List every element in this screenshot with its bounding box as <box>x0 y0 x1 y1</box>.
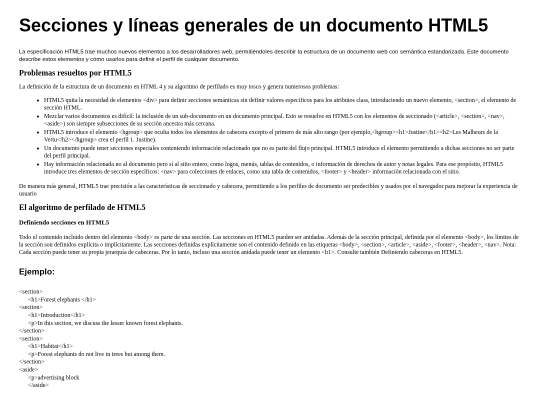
code-line: </aside> <box>28 381 49 389</box>
intro-paragraph: La especificación HTML5 trae muchos nuevos elementos a los desarrolladores web, permitiéndoles describir la estructura de un documento web con semántica estandarizada. Este documento describe estos elementos y cómo usarlos para definir el perfil de cualquier documento. <box>19 49 509 63</box>
section-heading-problems: Problemas resueltos por HTML5 <box>19 69 132 78</box>
problems-list <box>19 97 521 176</box>
code-line: <h1>Habitat</h1> <box>28 342 73 350</box>
code-line: </section> <box>19 327 45 335</box>
code-line: <h1>Forest elephants </h1> <box>28 295 96 303</box>
code-line: <aside> <box>19 366 39 374</box>
list-item: • Mezclar varios documentos es difícil: la inclusión de un sub-documento en un documento principal. Esto se resuelve en HTML5 con los elementos de seccionado (<article>, <section>, <nav>, <aside>) son siempre subsecciones de su sección ancestra más cercana. <box>44 113 521 128</box>
list-item: • HTML5 introduce el elemento <hgroup> que oculta todos los elementos de cabecera excepto el primero de más alto rango (por ejemplo,<hgroup><h1>Justine</h1><h2>Les Malheurs de la Vertu</h2></hgroup> crea el perfil 1. Justine). <box>44 129 521 144</box>
code-line: <p>Forest elephants do not live in trees but among them. <box>28 350 166 358</box>
code-line: <section> <box>19 334 43 342</box>
list-item: • Hay información relacionada no al documento pero sí al sitio entero, como logos, menús, tablas de contenidos, o información de derechos de autor y notas legales. Para ese propósito, HTML5 introduce tres elementos de sección específicos: <nav> para colecciones de enlaces, como una tabla de contenidos, <footer> y <header> información relacionada con el sitio. <box>44 161 521 176</box>
code-line: <h1>Introduction</h1> <box>28 311 85 319</box>
subheading-defining-sections: Definiendo secciones en HTML5 <box>19 218 110 227</box>
example-heading: Ejemplo: <box>19 267 55 277</box>
code-line: <p>advertising block <box>28 373 80 381</box>
code-line: <section> <box>19 303 43 311</box>
section-heading-algorithm: El algoritmo de perfilado de HTML5 <box>19 203 146 213</box>
code-example <box>19 288 521 389</box>
code-line: <p>In this section, we discuss the lesser known forest elephants. <box>28 319 183 327</box>
list-item: • Un documento puede tener secciones especiales conteniendo información relacionado que no es parte del flujo principal. HTML5 introduce el elemento permitiendo a dichas secciones no ser parte del perfil principal. <box>44 145 521 160</box>
problems-lead: La definición de la estructura de un documento en HTML 4 y su algoritmo de perfilado es muy tosco y genera numerosos problemas: <box>19 83 340 91</box>
problems-closing: De manera más general, HTML5 trae precisión a las características de seccionado y cabecera, permitiendo a los perfiles de documento ser predecibles y usados por el navegador para mejorar la experiencia de usuario <box>19 182 518 198</box>
code-line: </section> <box>19 358 45 366</box>
code-line: <section> <box>19 288 43 296</box>
page-title: Secciones y líneas generales de un documento HTML5 <box>19 15 489 36</box>
algorithm-paragraph: Todo el contenido incluido dentro del elemento <body> es parte de una sección. Las secciones en HTML5 pueden ser anidadas. Además de la sección principal, definida por el elemento <body>, los límites de la sección son definidos explícita o implícitamente. Las secciones definidas explícitamente son el contenido definido en las etiquetas <body>, <section>, <article>, <aside>, <footer>, <header>, <nav>. Nota: Cada sección puede tener su propia jerarquía de cabeceras. Por lo tanto, incluso una sección anidada puede tener un elemento <h1>. Consulte también Definiendo cabeceras en HTML5. <box>19 233 519 256</box>
list-item: • HTML5 quita la necesidad de elementos <div> para definir secciones semánticas sin definir valores específicos para los atributos class, introduciendo un nuevo elemento, <section>, el elemento de sección HTML. <box>44 97 521 112</box>
